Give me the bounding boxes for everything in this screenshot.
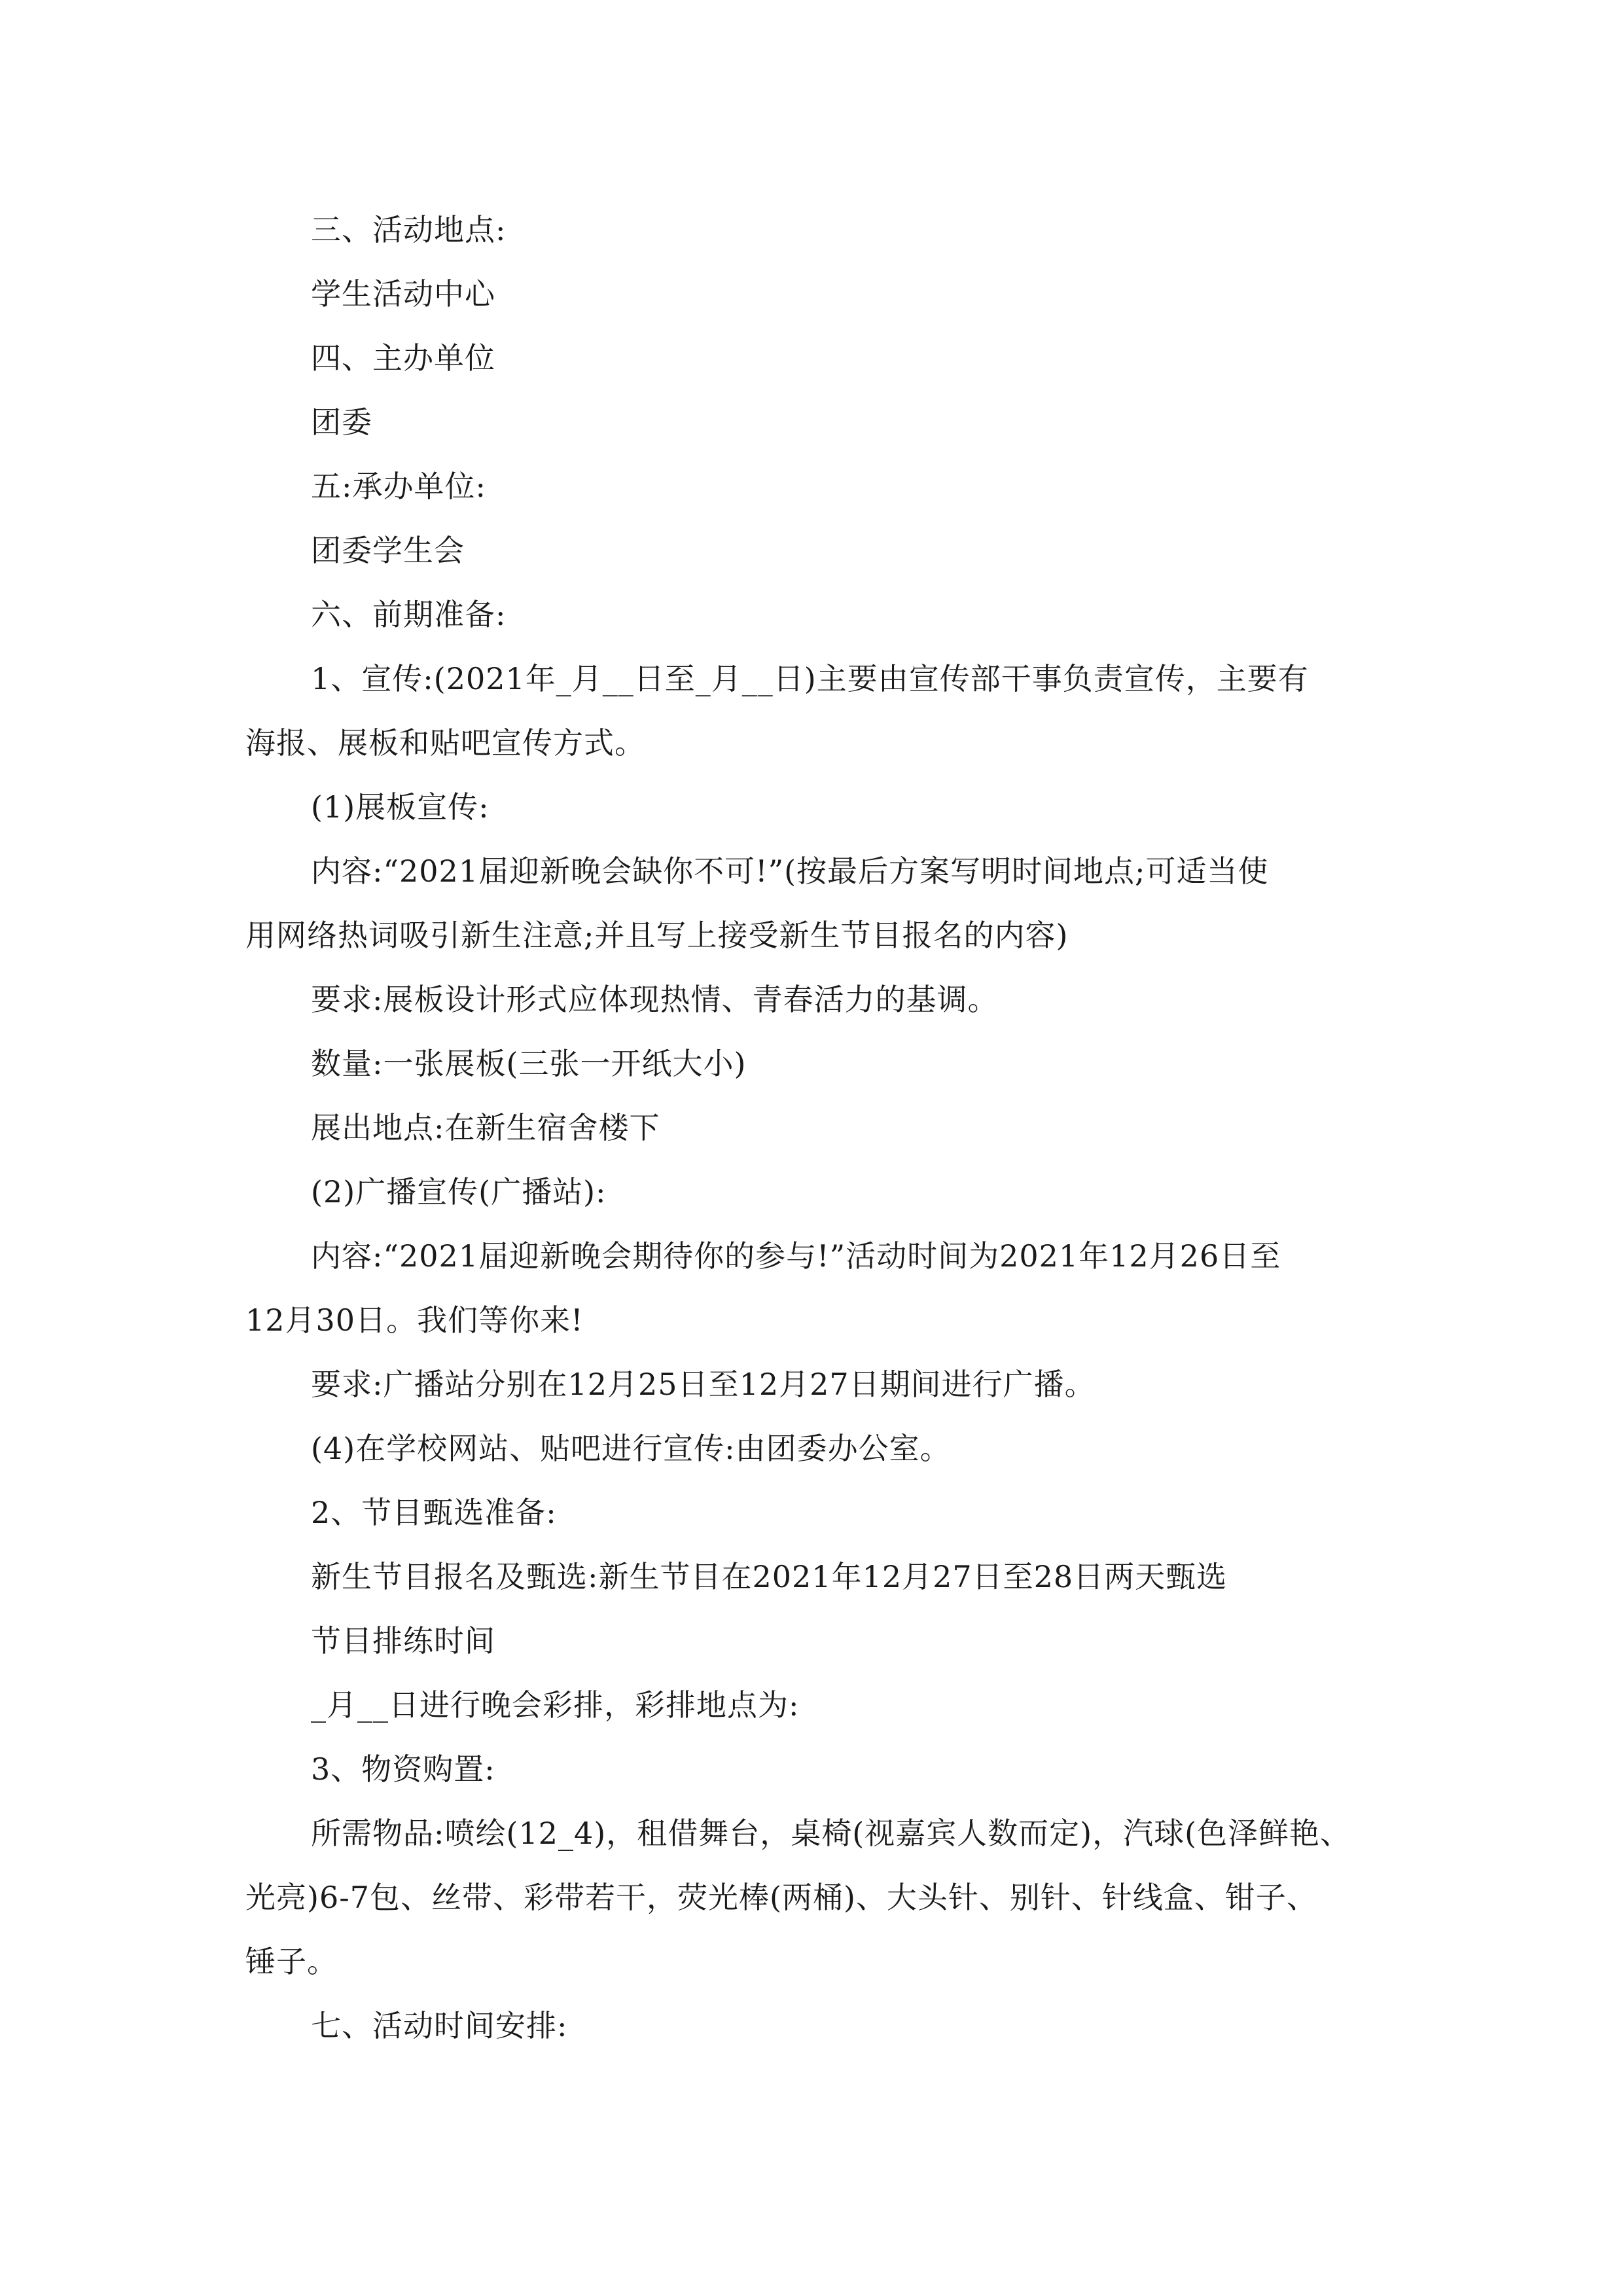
paragraph-line: 锤子。 [245,1944,338,1979]
paragraph-line: 用网络热词吸引新生注意;并且写上接受新生节目报名的内容) [245,918,1069,953]
paragraph-line: _月__日进行晚会彩排，彩排地点为: [311,1687,800,1723]
paragraph-line: 要求:展板设计形式应体现热情、青春活力的基调。 [311,982,999,1017]
paragraph-line: 数量:一张展板(三张一开纸大小) [311,1046,747,1081]
paragraph-line: 展出地点:在新生宿舍楼下 [311,1110,660,1145]
paragraph-line: 要求:广播站分别在12月25日至12月27日期间进行广播。 [311,1367,1096,1402]
paragraph-line: 节目排练时间 [311,1623,495,1659]
paragraph-line: 内容:“2021届迎新晚会期待你的参与!”活动时间为2021年12月26日至 [311,1238,1281,1274]
heading-co-organizer: 五:承办单位: [311,469,486,504]
paragraph-line: 所需物品:喷绘(12_4)，租借舞台，桌椅(视嘉宾人数而定)，汽球(色泽鲜艳、 [311,1816,1351,1851]
paragraph-line: 学生活动中心 [311,276,495,312]
paragraph-line: 1、宣传:(2021年_月__日至_月__日)主要由宣传部干事负责宣传，主要有 [311,661,1309,696]
paragraph-line: 新生节目报名及甄选:新生节目在2021年12月27日至28日两天甄选 [311,1559,1228,1594]
subheading-radio-promotion: (2)广播宣传(广播站): [311,1174,607,1210]
heading-organizer: 四、主办单位 [311,340,495,376]
paragraph-line: 内容:“2021届迎新晚会缺你不可!”(按最后方案写明时间地点;可适当使 [311,853,1269,889]
heading-program-selection: 2、节目甄选准备: [311,1495,557,1530]
paragraph-line: (4)在学校网站、贴吧进行宣传:由团委办公室。 [311,1431,951,1466]
paragraph-line: 团委学生会 [311,533,465,568]
heading-activity-location: 三、活动地点: [311,212,507,247]
paragraph-line: 光亮)6-7包、丝带、彩带若干，荧光棒(两桶)、大头针、别针、针线盒、钳子、 [245,1880,1317,1915]
paragraph-line: 海报、展板和贴吧宣传方式。 [245,725,645,761]
paragraph-line: 12月30日。我们等你来! [245,1302,584,1338]
heading-schedule: 七、活动时间安排: [311,2008,568,2043]
heading-supplies: 3、物资购置: [311,1751,495,1787]
heading-preparation: 六、前期准备: [311,597,507,632]
paragraph-line: 团委 [311,404,372,440]
subheading-board-promotion: (1)展板宣传: [311,789,490,825]
